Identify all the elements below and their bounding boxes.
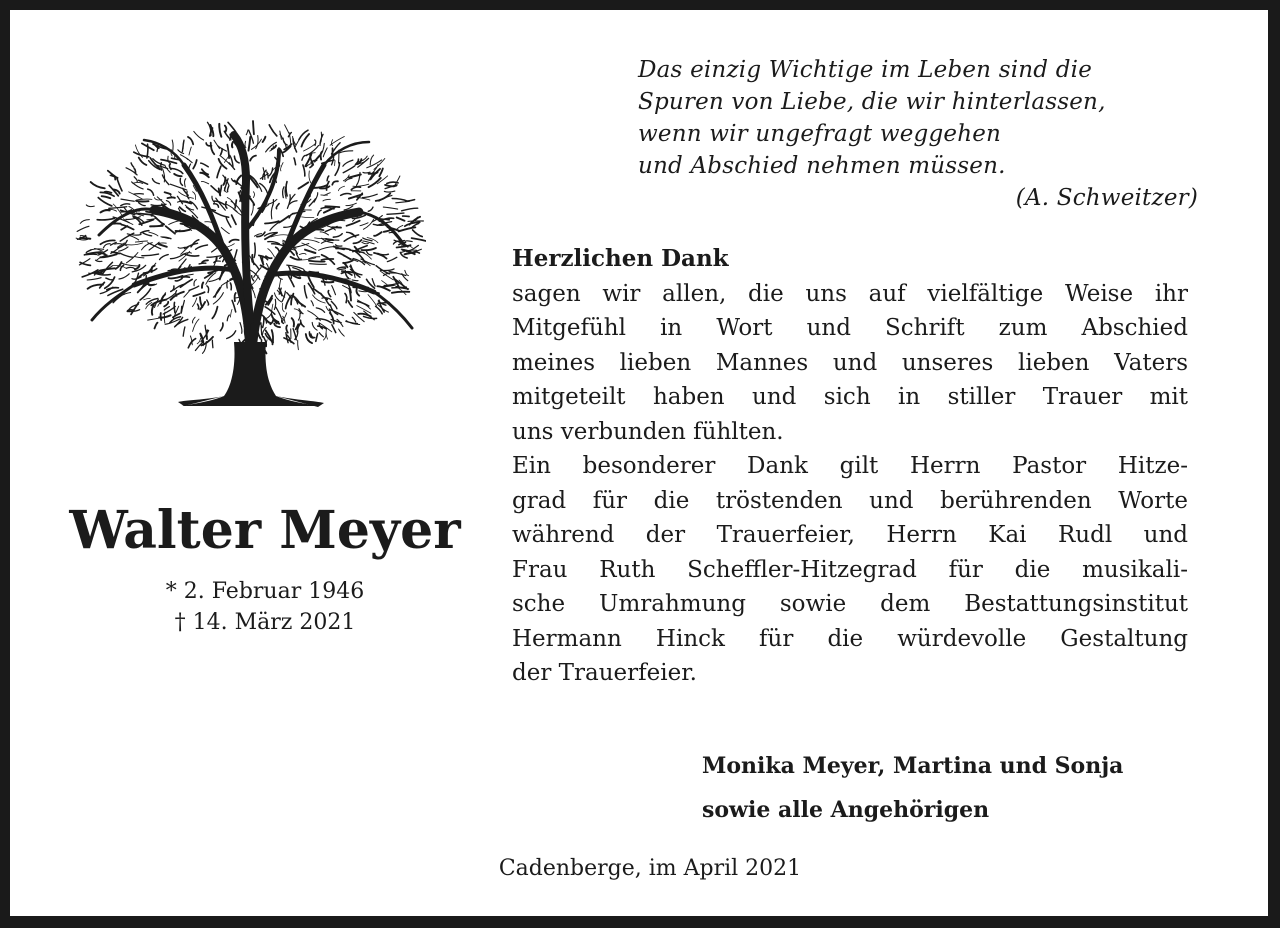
tree-twig [372, 279, 375, 286]
tree-twig [189, 147, 191, 155]
tree-twig [185, 243, 198, 248]
tree-twig [180, 155, 187, 160]
tree-twig [325, 206, 339, 207]
tree-twig [201, 163, 209, 167]
tree-twig [135, 241, 147, 242]
tree-twig [207, 286, 209, 293]
thanks-line: sche Umrahmung sowie dem Bestattungsinstitut [512, 591, 1188, 617]
tree-twig [343, 160, 353, 166]
tree-twig [245, 141, 246, 147]
tree-twig [183, 327, 185, 336]
tree-twig [315, 238, 327, 239]
tree-twig [159, 244, 167, 247]
tree-twig [227, 315, 229, 321]
tree-twig [271, 205, 273, 219]
tree-twig [175, 279, 182, 281]
tree-twig [302, 134, 310, 147]
tree-twig [302, 239, 319, 243]
tree-twig [360, 223, 368, 226]
tree-twig [276, 204, 279, 209]
tree-twig [340, 151, 353, 153]
tree-twig [129, 235, 139, 240]
tree-twig [246, 130, 248, 135]
tree-twig [374, 253, 387, 259]
signature-relatives: sowie alle Angehörigen [702, 797, 990, 823]
tree-twig [339, 269, 346, 270]
tree-branches [92, 135, 412, 350]
tree-twig [102, 196, 111, 198]
thanks-line: der Trauerfeier. [512, 660, 697, 686]
tree-twig [396, 201, 410, 203]
tree-twig [323, 148, 327, 157]
tree-twig [286, 325, 288, 332]
tree-twig [314, 193, 318, 202]
tree-twig [221, 228, 229, 234]
tree-twig [268, 249, 275, 258]
tree-twig [261, 323, 262, 335]
tree-twig [134, 177, 137, 182]
tree-twig [254, 243, 255, 257]
tree-twig [326, 239, 333, 240]
tree-twig [152, 179, 159, 184]
tree-twig [305, 250, 315, 253]
tree-twig [268, 199, 277, 204]
tree-twig [351, 187, 360, 190]
tree-twig [348, 301, 352, 307]
tree-twig [353, 184, 369, 186]
tree-twig [332, 181, 338, 184]
tree-twig [168, 156, 170, 163]
tree-twig [171, 254, 185, 259]
tree-twig [228, 122, 236, 131]
tree-twig [148, 189, 154, 195]
tree-twig [362, 194, 377, 197]
tree-twig [193, 319, 199, 331]
tree-twig [332, 325, 336, 333]
tree-twig [289, 214, 295, 218]
tree-twig [235, 293, 236, 301]
tree-twig [169, 221, 180, 225]
tree-twig [182, 277, 190, 278]
quote-author: (A. Schweitzer) [1015, 185, 1198, 211]
tree-twig [139, 158, 147, 165]
tree-twig [358, 302, 369, 306]
tree-twig [272, 330, 273, 344]
tree-twig [86, 205, 94, 207]
tree-twig [262, 256, 263, 262]
tree-twig [212, 340, 213, 348]
tree-twig [309, 171, 311, 183]
tree-twig [356, 289, 359, 296]
tree-twig [207, 300, 209, 305]
tree-twig [230, 283, 231, 290]
tree-twig [188, 137, 193, 144]
tree-twig [225, 126, 226, 132]
tree-twig [166, 226, 175, 234]
tree-twig [143, 233, 152, 236]
tree-twig [193, 292, 204, 296]
thanks-line: Mitgefühl in Wort und Schrift zum Abschied [512, 315, 1188, 341]
tree-twig [328, 291, 330, 297]
tree-twig [214, 204, 219, 207]
thanks-line: meines lieben Mannes und unseres lieben Vaters [512, 349, 1188, 376]
thanks-line: grad für die tröstenden und berührenden Worte [512, 487, 1188, 514]
tree-twig [117, 178, 122, 191]
tree-twig [152, 305, 154, 315]
tree-twig [183, 141, 184, 149]
tree-twig [136, 201, 148, 202]
tree-twig [87, 278, 101, 280]
tree-twig [180, 178, 182, 185]
tree-twig [185, 179, 186, 187]
tree-twig [221, 149, 222, 155]
tree-twig [232, 215, 236, 224]
tree-twig [174, 174, 181, 176]
tree-twig [344, 260, 353, 263]
tree-twig [333, 234, 342, 238]
tree-twig [282, 303, 284, 312]
tree-twig [367, 251, 372, 255]
tree-twig [298, 313, 300, 320]
tree-twig [227, 186, 228, 191]
tree-twig [162, 175, 169, 185]
tree-twig [164, 302, 168, 307]
thanks-line: mitgeteilt haben und sich in stiller Trauer mit [512, 384, 1188, 410]
tree-twig [331, 301, 337, 308]
tree-twig [338, 186, 344, 191]
tree-twig [119, 274, 129, 279]
death-date: † 14. März 2021 [174, 610, 356, 635]
tree-twig [126, 243, 143, 245]
tree-twig [320, 232, 328, 235]
tree-icon [74, 120, 426, 420]
tree-twig [141, 231, 149, 234]
tree-twig [294, 158, 296, 165]
tree-twig [374, 232, 381, 236]
tree-twig [315, 140, 316, 146]
tree-twig [311, 334, 315, 338]
tree-twig [309, 261, 325, 262]
tree-twig [339, 329, 345, 336]
tree-twig [253, 192, 254, 198]
tree-twig [121, 204, 130, 206]
quote-line-1: Das einzig Wichtige im Leben sind die [638, 57, 1093, 83]
tree-twig [263, 137, 266, 142]
tree-twig [236, 176, 241, 184]
tree-twig [384, 191, 394, 192]
tree-twig [294, 137, 301, 148]
tree-twig [319, 247, 334, 251]
tree-twig [316, 308, 324, 312]
tree-twig [198, 304, 199, 309]
tree-twig [335, 161, 336, 166]
tree-twig [136, 199, 152, 200]
tree-twig [336, 245, 342, 246]
thanks-line: während der Trauerfeier, Herrn Kai Rudl und [512, 522, 1188, 548]
tree-twig [213, 287, 221, 298]
tree-twig [77, 226, 89, 231]
tree-twig [164, 307, 169, 311]
tree-twig [212, 307, 217, 319]
tree-twig [207, 256, 221, 258]
deceased-name: Walter Meyer [69, 500, 461, 561]
tree-twig [249, 137, 251, 151]
tree-twig [155, 323, 158, 329]
birth-date: * 2. Februar 1946 [165, 579, 365, 604]
tree-twig [265, 307, 275, 314]
quote-line-4: und Abschied nehmen müssen. [638, 153, 1006, 179]
tree-twig [276, 307, 282, 318]
tree-twig [319, 333, 323, 337]
tree-twig [229, 240, 238, 242]
tree-twig [232, 142, 233, 147]
tree-twig [108, 171, 118, 179]
tree-twig [306, 146, 318, 156]
tree-twig [267, 172, 268, 178]
tree-twig [217, 166, 221, 178]
tree-twig [279, 279, 281, 288]
tree-twig [286, 333, 288, 343]
signature-names: Monika Meyer, Martina und Sonja [702, 753, 1124, 779]
tree-twig [263, 318, 264, 327]
tree-twig [151, 204, 166, 205]
thanks-line: sagen wir allen, die uns auf vielfältige Weise ihr [512, 280, 1188, 307]
tree-twig [157, 197, 165, 205]
thanks-line: Frau Ruth Scheffler-Hitzegrad für die musikali- [512, 556, 1188, 583]
tree-twig [184, 290, 190, 297]
tree-twig [286, 297, 291, 309]
tree-twig [331, 140, 332, 146]
tree-twig [346, 203, 357, 205]
tree-twig [316, 319, 331, 323]
tree-twig [352, 280, 358, 281]
tree-twig [197, 338, 200, 344]
tree-twig [402, 208, 418, 211]
tree-twig [80, 238, 90, 239]
tree-twig [91, 182, 105, 188]
tree-twig [304, 144, 316, 151]
tree-twig [194, 131, 204, 140]
tree-twig [161, 313, 162, 320]
tree-twig [181, 307, 182, 313]
tree-twig [256, 136, 258, 149]
tree-twig [211, 143, 215, 155]
tree-twig [326, 306, 329, 311]
tree-twig [219, 124, 221, 137]
tree-twig [318, 210, 322, 215]
tree-twig [326, 182, 328, 191]
tree-twig [220, 323, 223, 331]
tree-twig [101, 210, 110, 212]
tree-twig [147, 144, 148, 158]
tree-twig [142, 254, 159, 256]
tree-twig [193, 317, 196, 323]
tree-twig [91, 249, 104, 250]
tree-twig [200, 297, 202, 307]
tree-twig [250, 156, 256, 161]
tree-twig [171, 286, 174, 292]
tree-twig [230, 309, 232, 317]
tree-twig [80, 220, 89, 224]
tree-twig [335, 163, 339, 176]
tree-twig [299, 182, 309, 188]
tree-twig [321, 259, 333, 260]
tree-twig [202, 283, 203, 288]
tree-twig [287, 293, 291, 298]
tree-twig [352, 317, 356, 322]
tree-twig [167, 197, 175, 198]
tree-twig [413, 230, 423, 237]
tree-twig [387, 213, 404, 214]
quote-line-2: Spuren von Liebe, die wir hinterlassen, [638, 89, 1106, 115]
tree-twig [341, 194, 351, 196]
thanks-heading: Herzlichen Dank [512, 245, 729, 272]
tree-twig [283, 187, 284, 198]
tree-twig [171, 168, 183, 173]
tree-twig [303, 165, 305, 176]
tree-twig [383, 207, 397, 209]
tree-twig [363, 172, 370, 173]
tree-twig [312, 322, 317, 330]
tree-twig [368, 295, 377, 306]
thanks-line: uns verbunden fühlten. [512, 418, 784, 445]
tree-twig [160, 255, 169, 260]
tree-twig [220, 186, 222, 195]
tree-twig [227, 331, 236, 339]
quote-line-3: wenn wir ungefragt weggehen [638, 121, 1002, 147]
tree-twig [327, 176, 329, 181]
tree-twig [269, 125, 277, 136]
tree-twig [382, 281, 387, 285]
tree-twig [144, 298, 151, 299]
tree-twig [201, 181, 208, 183]
obituary-notice [10, 10, 1268, 916]
tree-twig [165, 192, 171, 194]
tree-twig [387, 257, 396, 261]
tree-twig [177, 196, 182, 204]
tree-twig [281, 163, 284, 171]
tree-twig [253, 121, 254, 134]
tree-twig [279, 216, 289, 223]
tree-twig [145, 283, 155, 284]
tree-twig [106, 278, 112, 280]
tree-twig [323, 199, 331, 201]
tree-twig [120, 253, 133, 257]
tree-twig [214, 140, 220, 148]
tree-twig [131, 163, 134, 167]
tree-twig [301, 320, 305, 327]
tree-twig [285, 125, 289, 134]
tree-twig [345, 294, 347, 303]
tree-twig [240, 323, 242, 334]
tree-twig [189, 286, 199, 290]
tree-twig [121, 199, 134, 201]
tree-twig [135, 257, 144, 258]
tree-twig [213, 211, 229, 217]
tree-twig [362, 242, 369, 243]
tree-trunk [178, 342, 324, 407]
memorial-quote [638, 54, 1198, 214]
tree-twig [176, 291, 177, 297]
tree-twig [100, 268, 115, 270]
tree-twig [370, 155, 373, 165]
tree-twig [193, 160, 197, 169]
tree-twig [169, 164, 171, 170]
tree-twig [384, 230, 391, 232]
tree-twig [397, 218, 405, 221]
thanks-line: Ein besonderer Dank gilt Herrn Pastor Hitze- [512, 453, 1188, 479]
tree-twig [232, 300, 236, 312]
tree-twig [251, 204, 253, 216]
tree-twig [126, 267, 134, 268]
tree-twig [412, 238, 426, 241]
tree-twig [194, 280, 196, 286]
tree-twig [286, 182, 287, 196]
tree-twig [226, 218, 231, 228]
tree-twig [199, 263, 206, 264]
tree-twig [213, 293, 223, 304]
tree-twig [304, 286, 306, 298]
tree-twig [302, 217, 314, 218]
tree-twig [234, 156, 239, 163]
tree-twig [299, 253, 306, 254]
tree-twig [180, 207, 186, 211]
tree-twig [298, 340, 299, 349]
life-dates [50, 576, 480, 638]
tree-twig [397, 225, 403, 229]
place-and-date: Cadenberge, im April 2021 [498, 856, 802, 881]
tree-twig [311, 301, 313, 306]
tree-twig [192, 298, 196, 307]
tree-twig [170, 184, 186, 190]
tree-twig [361, 248, 376, 250]
tree-twig [343, 166, 355, 173]
tree-twig [353, 240, 361, 244]
tree-twig [337, 319, 343, 326]
tree-twig [332, 286, 336, 295]
tree-twig [368, 207, 373, 211]
tree-twig [104, 244, 111, 248]
tree-twig [151, 216, 156, 219]
tree-twig [405, 241, 412, 242]
tree-twig [129, 192, 143, 199]
tree-twig [310, 264, 327, 265]
thanks-text [512, 242, 1188, 691]
tree-twig [347, 221, 360, 226]
tree-twig [302, 243, 316, 250]
tree-twig [338, 252, 350, 259]
tree-twig [316, 334, 318, 342]
tree-twig [180, 279, 192, 287]
tree-twig [292, 318, 294, 326]
signature [702, 744, 1192, 832]
tree-twig [166, 201, 170, 206]
tree-twig [196, 245, 208, 249]
tree-twig [139, 203, 146, 206]
tree-twig [344, 235, 359, 241]
tree-twig [392, 292, 409, 293]
tree-twig [121, 226, 127, 230]
tree-twig [97, 218, 114, 220]
thanks-line: Hermann Hinck für die würdevolle Gestaltung [512, 625, 1188, 652]
tree-twig [274, 299, 275, 309]
tree-twig [252, 276, 254, 281]
